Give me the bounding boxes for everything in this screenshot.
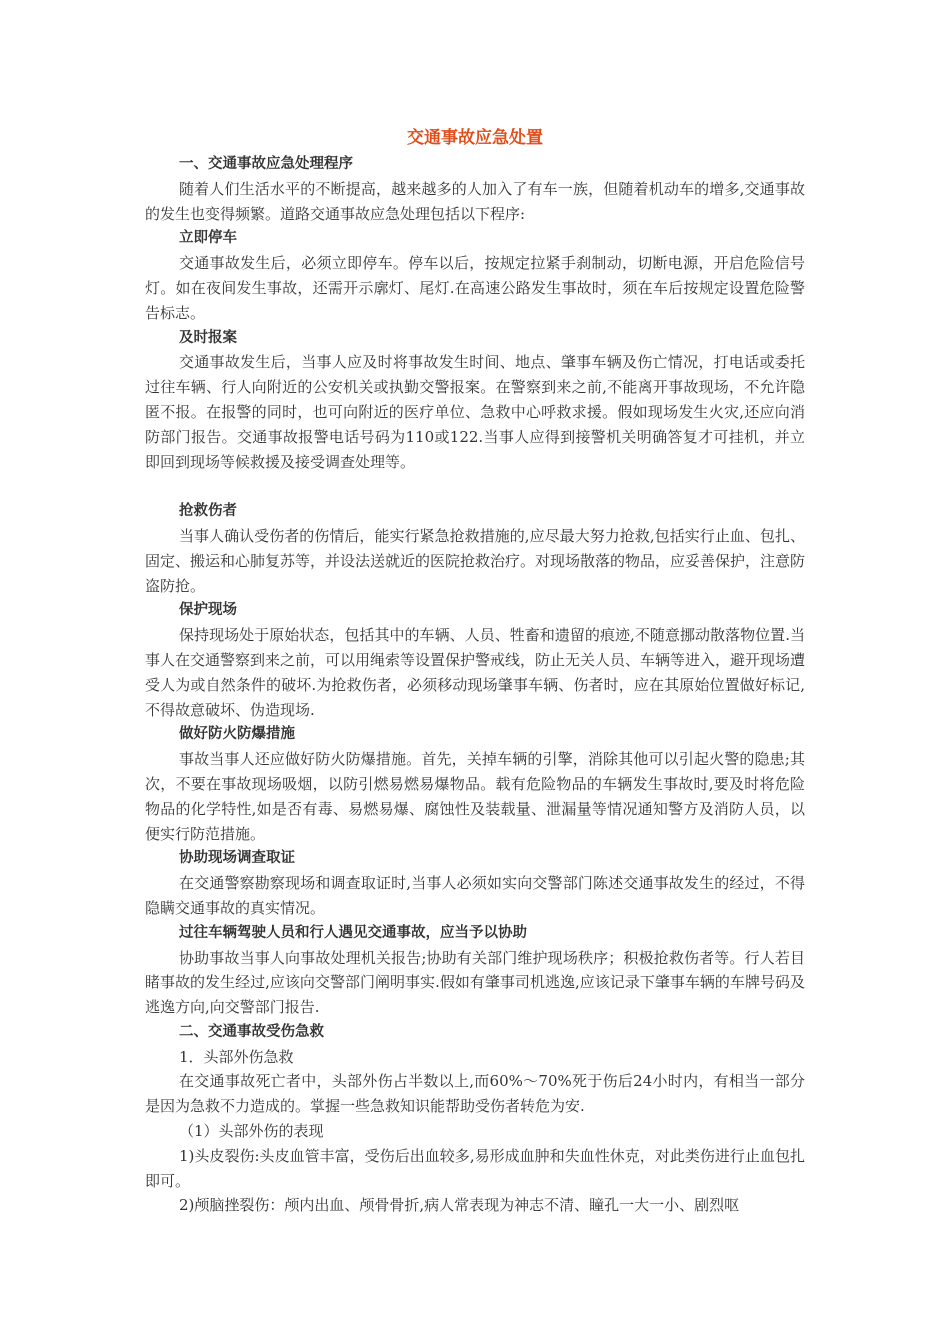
subheading-rescue: 抢救伤者 [179, 503, 237, 520]
subsection-head-injury-signs: （1）头部外伤的表现 [179, 1122, 324, 1141]
paragraph-intro: 随着人们生活水平的不断提高，越来越多的人加入了有车一族，但随着机动车的增多,交通事故的发生也变得频繁。道路交通事故应急处理包括以下程序: [145, 179, 805, 223]
paragraph-rescue: 当事人确认受伤者的伤情后，能实行紧急抢救措施的,应尽最大努力抢救,包括实行止血、包扎、固定、搬运和心肺复苏等，并设法送就近的医院抢救治疗。对现场散落的物品，应妥善保护，注意防盗防抢。 [145, 526, 806, 595]
subheading-stop-vehicle: 立即停车 [179, 230, 237, 247]
section-heading-1: 一、交通事故应急处理程序 [179, 156, 353, 172]
paragraph-passersby: 协助事故当事人向事故处理机关报告;协助有关部门维护现场秩序；积极抢救伤者等。行人若目睹事故的发生经过,应该向交警部门阐明事实.假如有肇事司机逃逸,应该记录下肇事车辆的车牌号码及逃逸方向,向交警部门报告. [145, 948, 805, 1017]
paragraph-stop-vehicle: 交通事故发生后，必须立即停车。停车以后，按规定拉紧手刹制动，切断电源，开启危险信号灯。如在夜间发生事故，还需开示廓灯、尾灯.在高速公路发生事故时，须在车后按规定设置危险警告标志。 [145, 254, 805, 322]
paragraph-brain-contusion: 2)颅脑挫裂伤：颅内出血、颅骨骨折,病人常表现为神志不清、瞳孔一大一小、剧烈呕 [179, 1196, 740, 1215]
paragraph-assist-investigation: 在交通警察勘察现场和调查取证时,当事人必须如实向交警部门陈述交通事故发生的经过，不得隐瞒交通事故的真实情况。 [145, 874, 805, 917]
paragraph-head-injury: 在交通事故死亡者中，头部外伤占半数以上,而60%～70%死于伤后24小时内，有相当一部分是因为急救不力造成的。掌握一些急救知识能帮助受伤者转危为安. [145, 1072, 805, 1116]
subheading-fire-prevention: 做好防火防爆措施 [179, 726, 295, 743]
subheading-assist-investigation: 协助现场调查取证 [179, 850, 295, 867]
subsection-head-injury: 1．头部外伤急救 [179, 1047, 294, 1066]
paragraph-scalp-laceration: 1)头皮裂伤:头皮血管丰富，受伤后出血较多,易形成血肿和失血性休克，对此类伤进行止血包扎即可。 [145, 1146, 805, 1190]
paragraph-protect-scene: 保持现场处于原始状态，包括其中的车辆、人员、牲畜和遗留的痕迹,不随意挪动散落物位置.当事人在交通警察到来之前，可以用绳索等设置保护警戒线，防止无关人员、车辆等进入，避开现场遭受人为或自然条件的破坏.为抢救伤者，必须移动现场肇事车辆、伤者时，应在其原始位置做好标记,不得故意破坏、伪造现场. [145, 626, 806, 719]
blank-line [145, 474, 805, 499]
paragraph-fire-prevention: 事故当事人还应做好防火防爆措施。首先，关掉车辆的引擎，消除其他可以引起火警的隐患;其次，不要在事故现场吸烟，以防引燃易燃易爆物品。载有危险物品的车辆发生事故时,要及时将危险物品的化学特性,如是否有毒、易燃易爆、腐蚀性及装载量、泄漏量等情况通知警方及消防人员，以便实行防范措施。 [145, 750, 805, 843]
section-heading-2: 二、交通事故受伤急救 [179, 1023, 324, 1040]
document-title: 交通事故应急处置 [407, 128, 543, 148]
subheading-protect-scene: 保护现场 [179, 602, 237, 619]
subheading-passersby: 过往车辆驾驶人员和行人遇见交通事故，应当予以协助 [179, 924, 527, 941]
paragraph-report: 交通事故发生后，当事人应及时将事故发生时间、地点、肇事车辆及伤亡情况，打电话或委托过往车辆、行人向附近的公安机关或执勤交警报案。在警察到来之前,不能离开事故现场，不允许隐匿不报。在报警的同时，也可向附近的医疗单位、急救中心呼救求援。假如现场发生火灾,还应向消防部门报告。交通事故报警电话号码为110或122.当事人应得到接警机关明确答复才可挂机，并立即回到现场等候救援及接受调查处理等。 [145, 353, 805, 471]
subheading-report: 及时报案 [179, 329, 237, 346]
